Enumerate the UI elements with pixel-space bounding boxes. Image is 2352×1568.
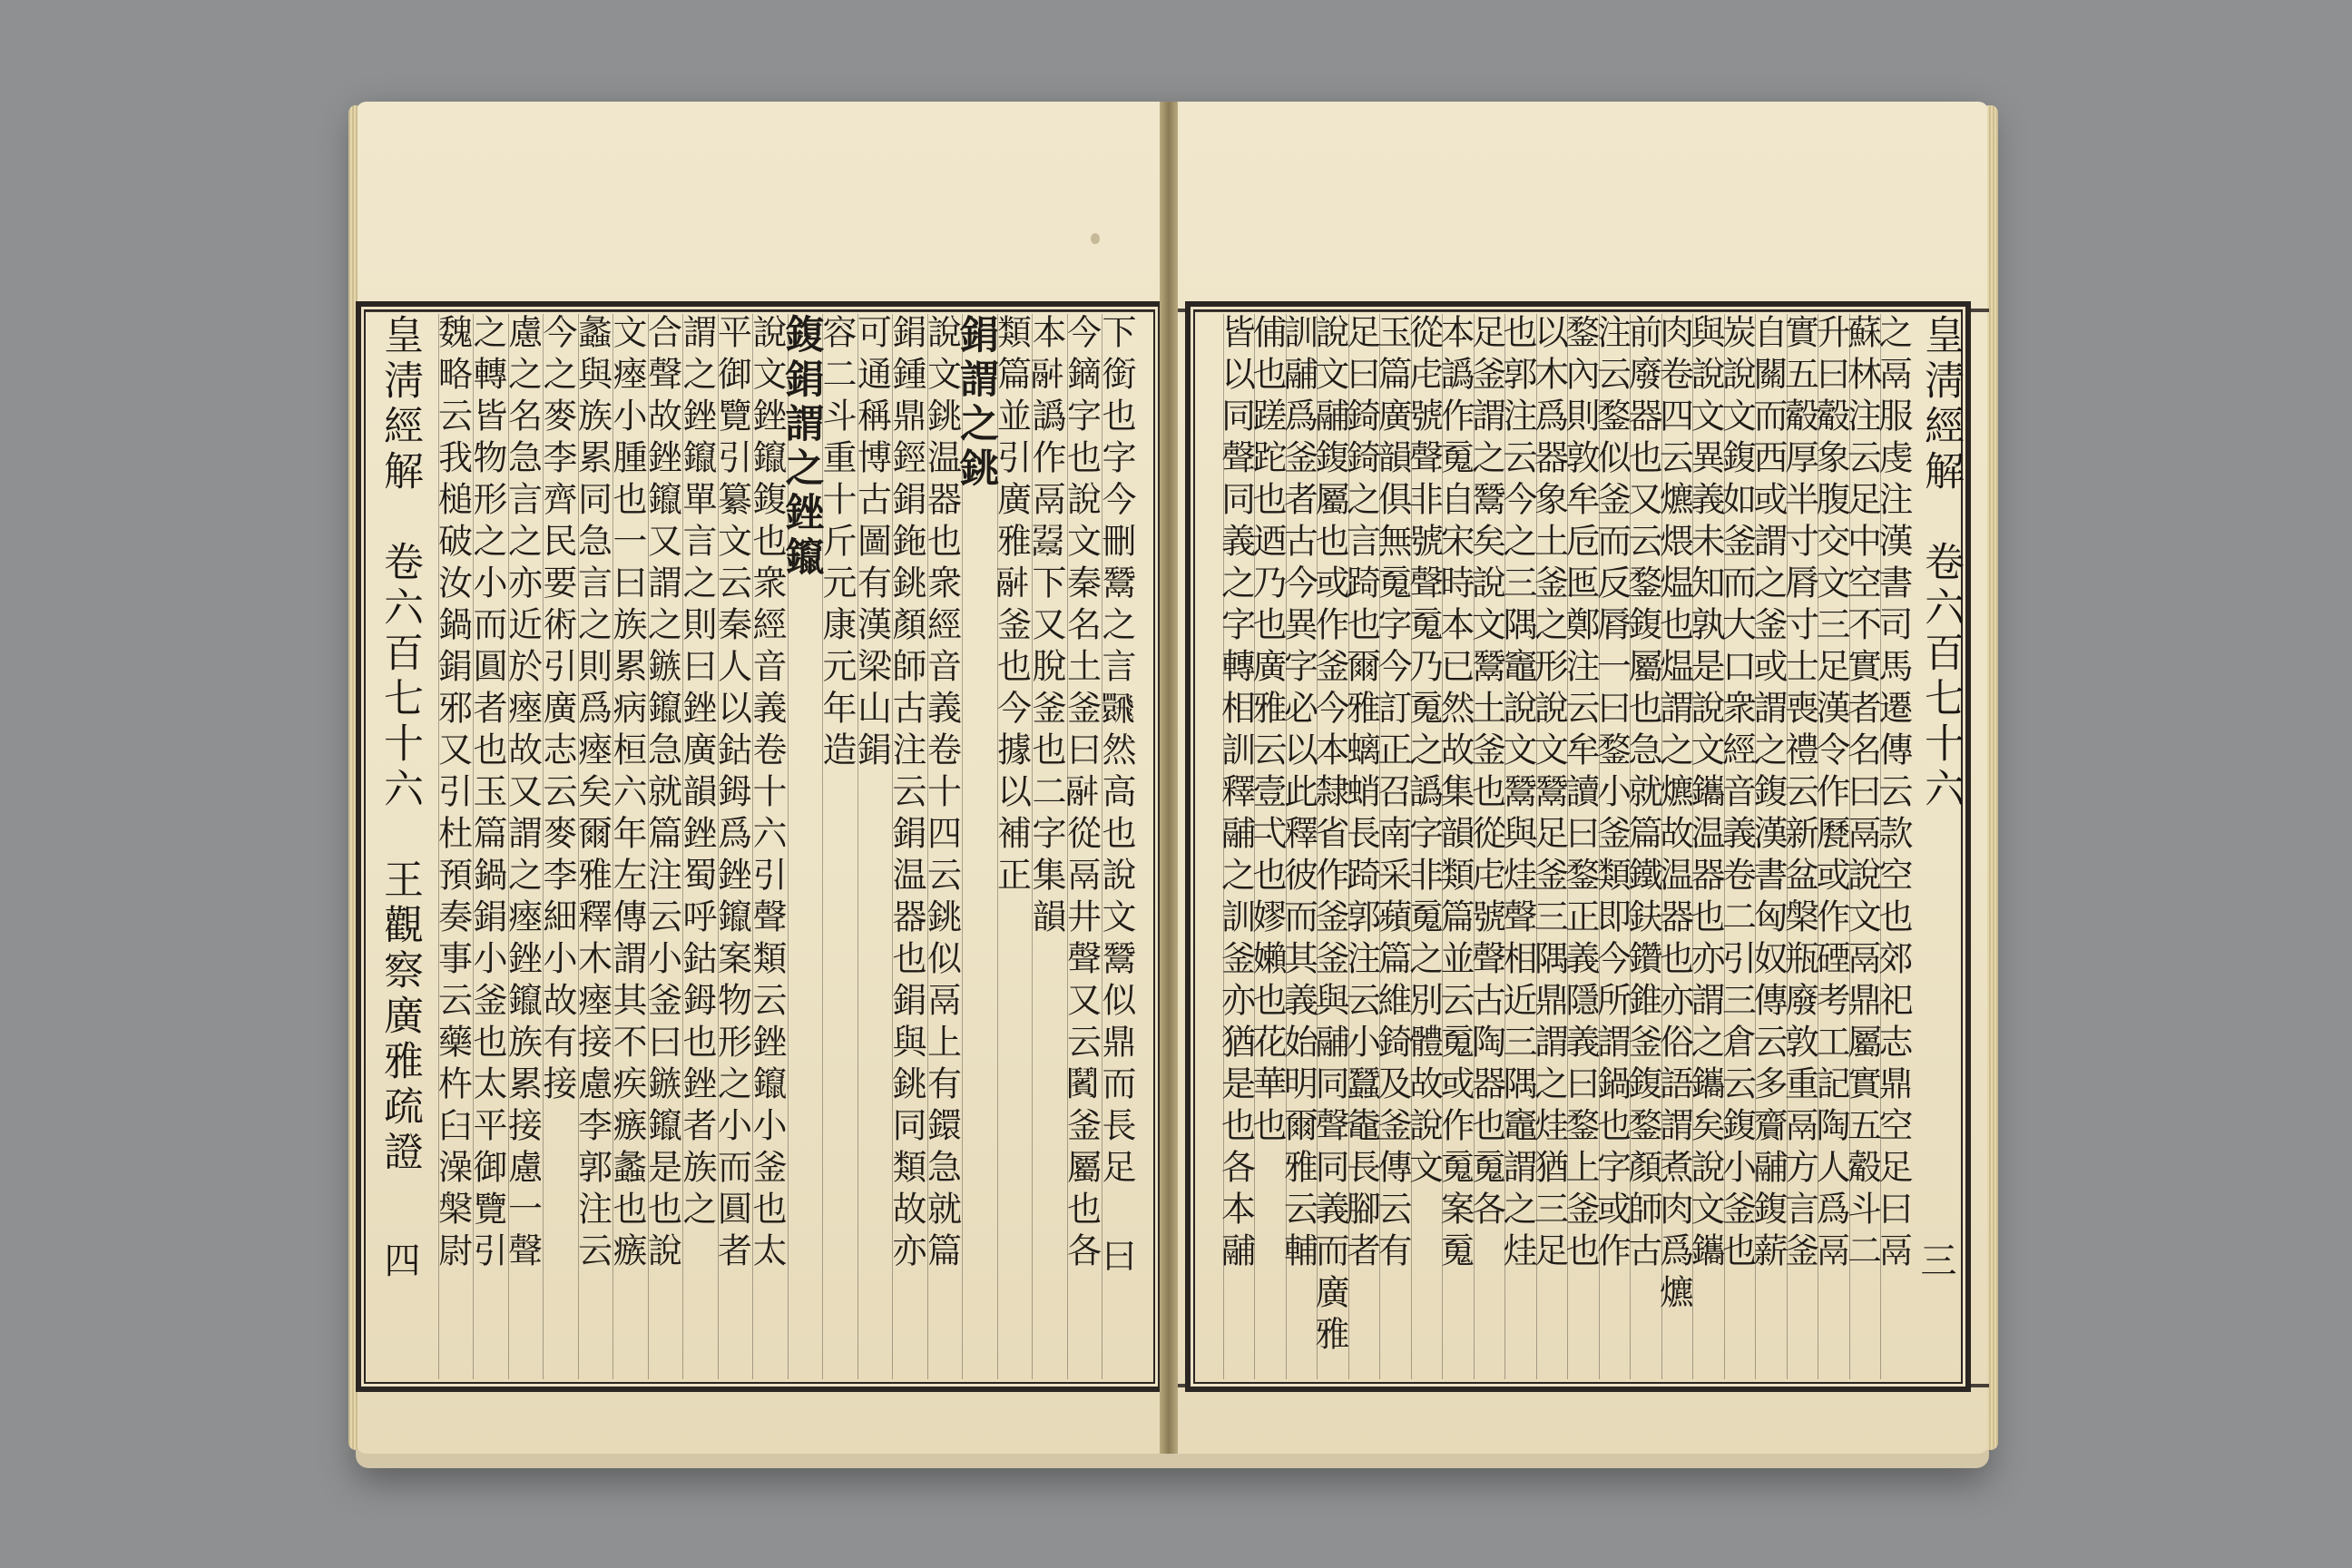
left-text-column: 說文銚温器也衆經音義卷十四云銚似鬲上有鐶急就篇 <box>927 314 965 1379</box>
left-text-column: 可通稱博古圖有漢梁山鋗 <box>858 314 895 1379</box>
right-text-column: 肉卷四云爊煨煴也煴謂之爊故温器也亦俗語謂煮肉爲爊 <box>1661 314 1697 1379</box>
right-text-column: 之鬲服虔注漢書司馬遷傳云款空也郊祀志鼎空足曰鬲 <box>1880 314 1916 1379</box>
left-text-column: 謂之銼鑹單言之則曰銼廣韻銼蜀呼鈷鉧也銼者族之 <box>682 314 720 1379</box>
left-text-column: 鋗謂之銚 <box>962 314 999 1379</box>
right-page <box>1178 102 1989 1454</box>
right-text-column: 皆以同聲同義之字轉相訓釋鬴之訓釜亦猶是也各本鬴 <box>1223 314 1259 1379</box>
left-text-column: 鋗鍾鼎鋞鋗鉇銚顏師古注云鋗温器也鋗與銚同類故亦 <box>892 314 929 1379</box>
left-text-column: 下銜也字今刪鬵之言𩙽然高也說文鬵似鼎而長足 曰 <box>1102 314 1139 1379</box>
right-text-frame <box>1185 301 1971 1392</box>
right-text-column: 俌也蹉跎也迺乃也廣雅云壹弌也嫪嬾也花華也 <box>1254 314 1289 1379</box>
right-text-column: 本譌作䰟自宋時本已然故集韻類篇並云䰟或作䰟案䰟 <box>1442 314 1477 1379</box>
left-text-column: 今之麥李齊民要術引廣志云麥李細小故有接 <box>543 314 580 1379</box>
left-text-column: 鍑鋗謂之銼鑹 <box>788 314 825 1379</box>
left-text-column: 魏略云我槌破汝鍋鋗邪又引杜預奏事云藥杵臼澡槃尉 <box>438 314 475 1379</box>
right-text-column: 足曰錡錡之言踦也爾雅螭蛸長踦郭注云小蠶鼄長腳者 <box>1348 314 1384 1379</box>
right-text-column: 注云鍪似釜而反脣一曰鍪小釜類即今所謂鍋也字或作 <box>1599 314 1634 1379</box>
right-page-edge <box>1987 105 1998 1450</box>
right-text-column: 也郭注云今之三隅竈說文鬵與烓聲相近三隅竈謂之烓 <box>1504 314 1540 1379</box>
right-text-column: 訓鬴爲釜者古今異字必以此釋彼而其義始明爾雅云輔 <box>1286 314 1321 1379</box>
book-gutter <box>1160 102 1178 1454</box>
left-text-column: 平御覽引纂文云秦人以鈷鉧爲銼鑹案物形之小而圓者 <box>718 314 755 1379</box>
folio-number-left: 四 <box>378 1241 420 1278</box>
left-text-column: 本𩰫譌作鬲𩰲下又脫釜也二字集韻 <box>1032 314 1069 1379</box>
right-text-column: 說文鬴鍑屬也或作釜今本隸省作釜釜與鬴同聲同義而廣雅 <box>1317 314 1352 1379</box>
right-text-column: 炭說文鍑如釜而大口衆經音義卷二引三倉云鍑小釜也 <box>1724 314 1759 1379</box>
right-text-column: 自關而西或謂之釜或謂之鍑漢書匈奴傳云多齎鬴鍑薪 <box>1755 314 1790 1379</box>
left-text-frame <box>356 301 1163 1392</box>
right-text-column: 以木爲器象土釜之形說文鬵足釜三隅鼎謂之烓猶三足 <box>1536 314 1572 1379</box>
ban-xin-title-right: 皇淸經解 卷六百七十六 <box>1917 314 1964 813</box>
left-text-column: 容二斗重十斤元康元年造 <box>822 314 859 1379</box>
folio-number-right: 三 <box>1915 1241 1956 1278</box>
right-text-column: 從虍號聲非號聲䰟乃䰟之譌字非䰟之別體故說文 <box>1411 314 1446 1379</box>
left-text-column: 文瘞小腫也一曰族累病桓六年左傳謂其不疾瘯蠡也瘯 <box>612 314 650 1379</box>
right-text-column: 鍪內則敦牟卮匜鄭注云牟讀曰鍪正義隱義曰鍪上釜也 <box>1567 314 1602 1379</box>
left-page <box>356 102 1160 1454</box>
left-text-column: 慮之名急言之亦近於瘞故又謂之瘞銼鑹族累接慮一聲 <box>508 314 545 1379</box>
right-text-column: 玉篇廣韻俱無䰟字今訂正召南采蘋篇維錡及釜傳云有 <box>1379 314 1415 1379</box>
left-text-column: 類篇並引廣雅𩰫釜也今據以補正 <box>997 314 1034 1379</box>
right-text-column: 足釜謂之鬵矣說文鬵土釜也從虍號聲古陶器也䰟各 <box>1474 314 1509 1379</box>
left-text-column: 之轉皆物形之小而圓者也玉篇鍋鋗小釜也太平御覽引 <box>473 314 510 1379</box>
ban-xin-title-left: 皇淸經解 卷六百七十六 王觀察廣雅疏證 <box>377 314 423 1176</box>
left-text-column: 說文銼鑹鍑也衆經音義卷十六引聲類云銼鑹小釜也太 <box>752 314 789 1379</box>
left-text-column: 今鏑字也說文秦名土釜曰𩰫從鬲井聲又云𩰗釜屬也各 <box>1067 314 1104 1379</box>
right-text-column: 與說文異義未知孰是說文鑴温器也亦謂之鑴矣說文鑴 <box>1692 314 1728 1379</box>
right-text-column: 實五觳厚半寸脣寸士喪禮云新盆槃瓶廢敦重鬲方言釜 <box>1787 314 1822 1379</box>
left-text-column: 蠡與族累同急言之則爲瘞矣爾雅釋木瘞接慮李郭注云 <box>578 314 615 1379</box>
right-text-column: 升曰觳象腹交文三足漢令作㽁或作䃌考工記陶人爲鬲 <box>1818 314 1853 1379</box>
open-book <box>356 102 1989 1468</box>
left-text-column: 合聲故銼鑹又謂之鏃鑹急就篇注云小釜曰鏃鑹是也說 <box>648 314 685 1379</box>
right-text-column: 蘇林注云足中空不實者名曰鬲說文鬲鼎屬實五觳斗二 <box>1849 314 1885 1379</box>
ink-speck <box>1091 233 1100 244</box>
right-text-column: 前廢器也又云鍪鍑屬也急就篇鐵鈇鑽錐釜鍑鍪顏師古 <box>1630 314 1665 1379</box>
